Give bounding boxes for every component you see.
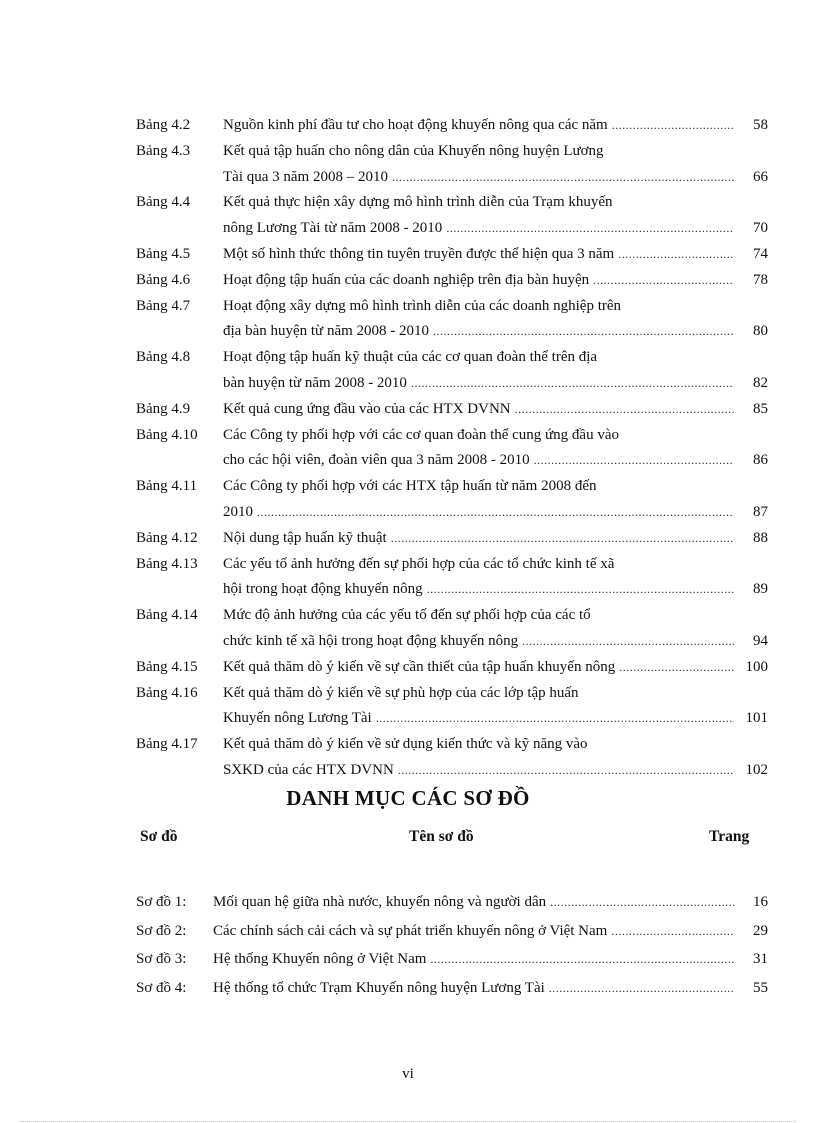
table-title: Nguồn kinh phí đầu tư cho hoạt động khuyến nông qua các năm bbox=[223, 117, 608, 133]
table-code: Bảng 4.15 bbox=[136, 658, 198, 675]
table-title-cont: Tài qua 3 năm 2008 – 2010 bbox=[223, 168, 388, 185]
table-entry bbox=[136, 268, 768, 294]
table-page: 74 bbox=[753, 245, 768, 262]
table-title-cont: bàn huyện từ năm 2008 - 2010 bbox=[223, 374, 407, 391]
table-code: Bảng 4.16 bbox=[136, 684, 198, 701]
diagram-page: 55 bbox=[753, 979, 768, 996]
table-code: Bảng 4.3 bbox=[136, 142, 191, 159]
diagram-entry bbox=[136, 888, 768, 917]
diagram-code: Sơ đồ 2: bbox=[136, 922, 187, 939]
table-entry bbox=[136, 655, 768, 681]
table-title: Hoạt động xây dựng mô hình trình diễn của các doanh nghiệp trên bbox=[223, 297, 622, 314]
diagram-entry bbox=[136, 917, 768, 946]
table-title: Mức độ ảnh hưởng của các yếu tố đến sự phối hợp của các tổ bbox=[223, 607, 591, 624]
table-page: 66 bbox=[753, 168, 768, 185]
table-title: Hoạt động tập huấn kỹ thuật của các cơ quan đoàn thể trên địa bbox=[223, 349, 598, 366]
table-title: Kết quả thăm dò ý kiến về sự phù hợp của các lớp tập huấn bbox=[223, 684, 579, 701]
table-code: Bảng 4.10 bbox=[136, 426, 198, 443]
table-title: Hoạt động tập huấn của các doanh nghiệp trên địa bàn huyện bbox=[223, 271, 590, 288]
diagram-entry bbox=[136, 974, 768, 1003]
diagram-title: Mối quan hệ giữa nhà nước, khuyến nông và người dân bbox=[213, 894, 547, 910]
diagram-code: Sơ đồ 4: bbox=[136, 979, 187, 996]
table-entry bbox=[136, 139, 768, 191]
table-page: 87 bbox=[753, 503, 768, 520]
table-code: Bảng 4.13 bbox=[136, 555, 198, 572]
table-page: 100 bbox=[745, 658, 768, 675]
table-page: 102 bbox=[745, 761, 768, 778]
table-title: Nội dung tập huấn kỹ thuật bbox=[223, 529, 387, 546]
table-code: Bảng 4.14 bbox=[136, 607, 198, 624]
table-code: Bảng 4.7 bbox=[136, 297, 191, 314]
table-title: Các Công ty phối hợp với các cơ quan đoàn thể cung ứng đầu vào bbox=[223, 426, 619, 443]
table-code: Bảng 4.8 bbox=[136, 349, 191, 366]
table-code: Bảng 4.17 bbox=[136, 736, 198, 753]
table-title: Các yếu tố ảnh hưởng đến sự phối hợp của các tổ chức kinh tế xã bbox=[223, 555, 615, 572]
table-entry bbox=[136, 681, 768, 733]
table-entry bbox=[136, 345, 768, 397]
table-entry bbox=[136, 423, 768, 475]
table-entry bbox=[136, 603, 768, 655]
table-title-cont: chức kinh tế xã hội trong hoạt động khuyến nông bbox=[223, 632, 519, 649]
table-title-cont: cho các hội viên, đoàn viên qua 3 năm 2008 - 2010 bbox=[223, 452, 530, 469]
column-header-code: Sơ đồ bbox=[140, 828, 178, 845]
table-page: 80 bbox=[753, 323, 768, 340]
diagram-title: Hệ thống Khuyến nông ở Việt Nam bbox=[213, 951, 427, 967]
table-entry bbox=[136, 190, 768, 242]
diagram-list bbox=[136, 888, 768, 1002]
table-entry bbox=[136, 113, 768, 139]
table-title-cont: nông Lương Tài từ năm 2008 - 2010 bbox=[223, 220, 443, 237]
diagram-code: Sơ đồ 1: bbox=[136, 894, 187, 910]
table-entry bbox=[136, 397, 768, 423]
table-title-cont: địa bàn huyện từ năm 2008 - 2010 bbox=[223, 323, 430, 340]
table-page: 86 bbox=[753, 452, 768, 469]
diagram-page: 31 bbox=[753, 951, 768, 967]
table-entry bbox=[136, 552, 768, 604]
table-title-cont: SXKD của các HTX DVNN bbox=[223, 761, 394, 778]
table-page: 94 bbox=[753, 632, 768, 649]
table-entry bbox=[136, 526, 768, 552]
diagram-entry bbox=[136, 945, 768, 974]
table-list bbox=[136, 113, 768, 784]
table-code: Bảng 4.2 bbox=[136, 117, 191, 133]
table-code: Bảng 4.5 bbox=[136, 245, 191, 262]
table-title: Kết quả thực hiện xây dựng mô hình trình diễn của Trạm khuyến bbox=[223, 194, 613, 211]
table-code: Bảng 4.4 bbox=[136, 194, 191, 211]
table-page: 101 bbox=[745, 710, 768, 727]
diagram-title: Hệ thống tổ chức Trạm Khuyến nông huyện Lương Tài bbox=[213, 979, 545, 996]
table-code: Bảng 4.9 bbox=[136, 400, 191, 417]
table-entry bbox=[136, 242, 768, 268]
diagram-page: 29 bbox=[753, 922, 768, 939]
table-entry bbox=[136, 294, 768, 346]
table-title: Các Công ty phối hợp với các HTX tập huấn từ năm 2008 đến bbox=[223, 478, 597, 495]
table-title-cont: 2010 bbox=[223, 503, 253, 520]
table-code: Bảng 4.12 bbox=[136, 529, 198, 546]
diagram-title: Các chính sách cải cách và sự phát triển khuyến nông ở Việt Nam bbox=[213, 922, 608, 939]
column-header-page: Trang bbox=[709, 828, 750, 845]
table-page: 70 bbox=[753, 220, 768, 237]
table-title: Kết quả thăm dò ý kiến về sử dụng kiến thức và kỹ năng vào bbox=[223, 736, 588, 753]
table-title: Một số hình thức thông tin tuyên truyền được thể hiện qua 3 năm bbox=[223, 245, 615, 262]
table-page: 89 bbox=[753, 581, 768, 598]
diagram-page: 16 bbox=[753, 894, 768, 910]
page-bottom-rule bbox=[20, 1121, 796, 1122]
table-page: 88 bbox=[753, 529, 768, 546]
diagram-list-heading: DANH MỤC CÁC SƠ ĐỒ bbox=[286, 786, 530, 810]
table-code: Bảng 4.6 bbox=[136, 271, 191, 288]
diagram-code: Sơ đồ 3: bbox=[136, 951, 187, 967]
table-title: Kết quả tập huấn cho nông dân của Khuyến nông huyện Lương bbox=[223, 142, 604, 159]
page-number: vi bbox=[402, 1066, 414, 1082]
table-entry bbox=[136, 474, 768, 526]
table-page: 82 bbox=[753, 374, 768, 391]
table-page: 58 bbox=[753, 117, 768, 133]
table-page: 85 bbox=[753, 400, 768, 417]
table-title-cont: hội trong hoạt động khuyến nông bbox=[223, 581, 423, 598]
table-page: 78 bbox=[753, 271, 768, 288]
table-title-cont: Khuyến nông Lương Tài bbox=[223, 710, 372, 727]
table-title: Kết quả cung ứng đầu vào của các HTX DVNN bbox=[223, 400, 511, 417]
table-title: Kết quả thăm dò ý kiến về sự cần thiết của tập huấn khuyến nông bbox=[223, 658, 616, 675]
column-header-name: Tên sơ đồ bbox=[409, 828, 474, 845]
table-entry bbox=[136, 732, 768, 784]
table-code: Bảng 4.11 bbox=[136, 478, 198, 495]
